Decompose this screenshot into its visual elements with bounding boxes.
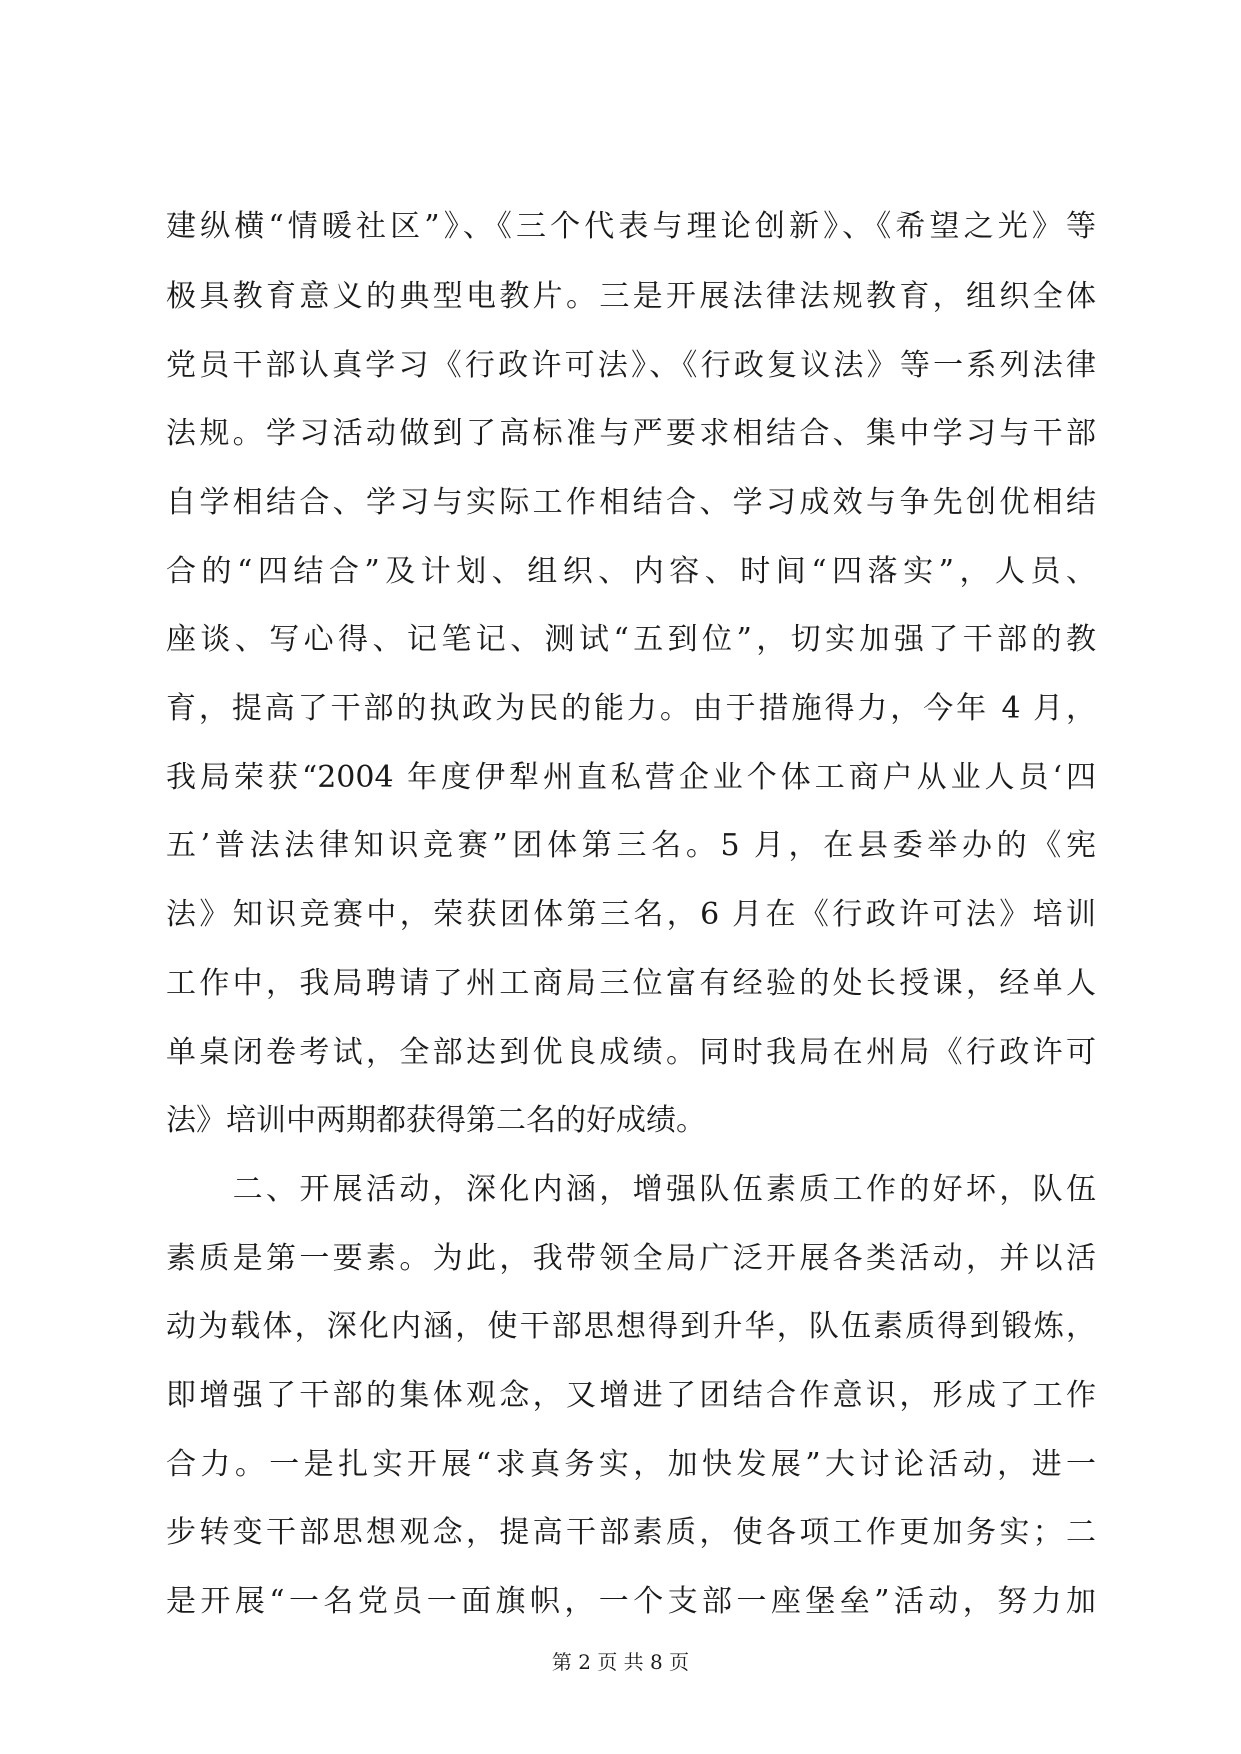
text-line: 动为载体，深化内涵，使干部思想得到升华，队伍素质得到锻炼， bbox=[166, 1309, 1096, 1344]
text-line: 工作中，我局聘请了州工商局三位富有经验的处长授课，经单人 bbox=[166, 966, 1096, 1001]
text-line: 自学相结合、学习与实际工作相结合、学习成效与争先创优相结 bbox=[166, 485, 1096, 520]
text-line: 极具教育意义的典型电教片。三是开展法律法规教育，组织全体 bbox=[166, 279, 1096, 314]
text-line: 二、开展活动，深化内涵，增强队伍素质工作的好坏，队伍 bbox=[166, 1172, 1096, 1207]
text-line: 五’普法法律知识竞赛”团体第三名。5 月，在县委举办的《宪 bbox=[166, 828, 1096, 863]
text-line: 合力。一是扎实开展“求真务实，加快发展”大讨论活动，进一 bbox=[166, 1447, 1096, 1482]
text-line: 法》培训中两期都获得第二名的好成绩。 bbox=[166, 1103, 706, 1138]
text-line: 步转变干部思想观念，提高干部素质，使各项工作更加务实；二 bbox=[166, 1515, 1096, 1550]
text-line: 育，提高了干部的执政为民的能力。由于措施得力，今年 4 月， bbox=[166, 691, 1096, 726]
text-line: 党员干部认真学习《行政许可法》、《行政复议法》等一系列法律 bbox=[166, 348, 1096, 383]
text-line: 即增强了干部的集体观念，又增进了团结合作意识，形成了工作 bbox=[166, 1378, 1096, 1413]
text-line: 合的“四结合”及计划、组织、内容、时间“四落实”，人员、 bbox=[166, 554, 1096, 589]
text-line: 是开展“一名党员一面旗帜，一个支部一座堡垒”活动，努力加 bbox=[166, 1584, 1096, 1619]
text-line: 素质是第一要素。为此，我带领全局广泛开展各类活动，并以活 bbox=[166, 1241, 1096, 1276]
text-line: 建纵横“情暖社区”》、《三个代表与理论创新》、《希望之光》等 bbox=[166, 209, 1096, 244]
page-number-footer: 第 2 页 共 8 页 bbox=[551, 1650, 690, 1674]
text-line: 法》知识竞赛中，荣获团体第三名，6 月在《行政许可法》培训 bbox=[166, 897, 1096, 932]
text-line: 单桌闭卷考试，全部达到优良成绩。同时我局在州局《行政许可 bbox=[166, 1035, 1096, 1070]
text-line: 我局荣获“2004 年度伊犁州直私营企业个体工商户从业人员‘四 bbox=[166, 760, 1096, 795]
text-line: 座谈、写心得、记笔记、测试“五到位”，切实加强了干部的教 bbox=[166, 622, 1096, 657]
text-line: 法规。学习活动做到了高标准与严要求相结合、集中学习与干部 bbox=[166, 416, 1096, 451]
